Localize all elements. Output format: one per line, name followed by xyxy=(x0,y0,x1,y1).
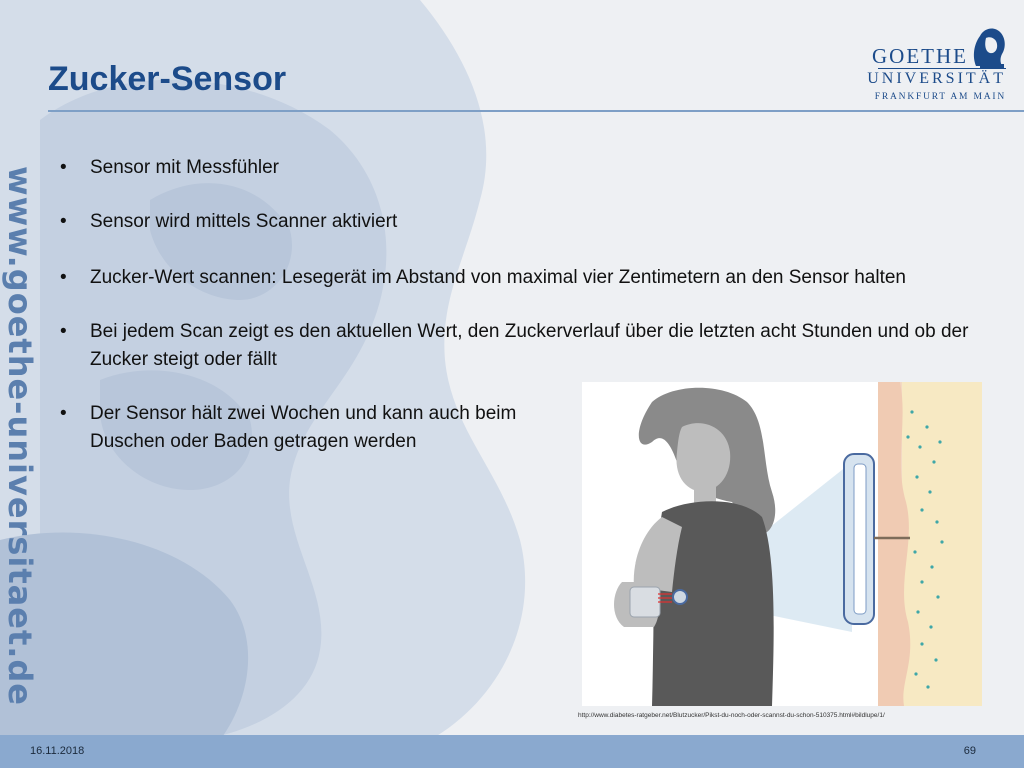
bullet-marker: • xyxy=(60,157,67,178)
footer-bar xyxy=(0,735,1024,768)
logo-frankfurt-text: FRANKFURT AM MAIN xyxy=(874,92,1006,102)
title-underline xyxy=(48,110,1024,112)
footer-date: 16.11.2018 xyxy=(30,745,85,757)
bullet-item xyxy=(60,318,1000,374)
bullet-item xyxy=(60,154,1000,182)
university-logo xyxy=(867,22,1020,102)
bullet-text: Sensor wird mittels Scanner aktiviert xyxy=(90,211,398,232)
slide-title: Zucker-Sensor xyxy=(48,60,287,98)
bullet-text: Der Sensor hält zwei Wochen und kann auch beim Duschen oder Baden getragen werden xyxy=(90,403,517,452)
bullet-text: Sensor mit Messfühler xyxy=(90,157,280,178)
bullet-text: Zucker-Wert scannen: Lesegerät im Abstand von maximal vier Zentimetern an den Sensor halten xyxy=(90,267,906,288)
page-number: 69 xyxy=(963,745,976,757)
bullet-marker: • xyxy=(60,321,67,342)
vertical-url-watermark: www.goethe-universitaet.de xyxy=(1,166,39,706)
bullet-item xyxy=(60,264,1000,292)
logo-goethe-text: GOETHE xyxy=(872,44,968,68)
figure-source-caption: http://www.diabetes-ratgeber.net/Blutzucker/Pikst-du-noch-oder-scannst-du-schon-510375.html#bildlupe/1/ xyxy=(578,712,885,719)
goethe-portrait-icon xyxy=(966,22,1008,68)
bullet-text: Bei jedem Scan zeigt es den aktuellen Wert, den Zuckerverlauf über die letzten acht Stunden und ob der Zucker steigt oder fällt xyxy=(90,321,969,370)
logo-divider xyxy=(878,68,1006,69)
bullet-item xyxy=(60,208,1000,236)
bullet-marker: • xyxy=(60,211,67,232)
sensor-illustration xyxy=(582,382,982,706)
bullet-marker: • xyxy=(60,267,67,288)
logo-universitaet-text: UNIVERSITÄT xyxy=(867,70,1006,87)
bullet-item xyxy=(60,400,520,456)
bullet-marker: • xyxy=(60,403,67,424)
